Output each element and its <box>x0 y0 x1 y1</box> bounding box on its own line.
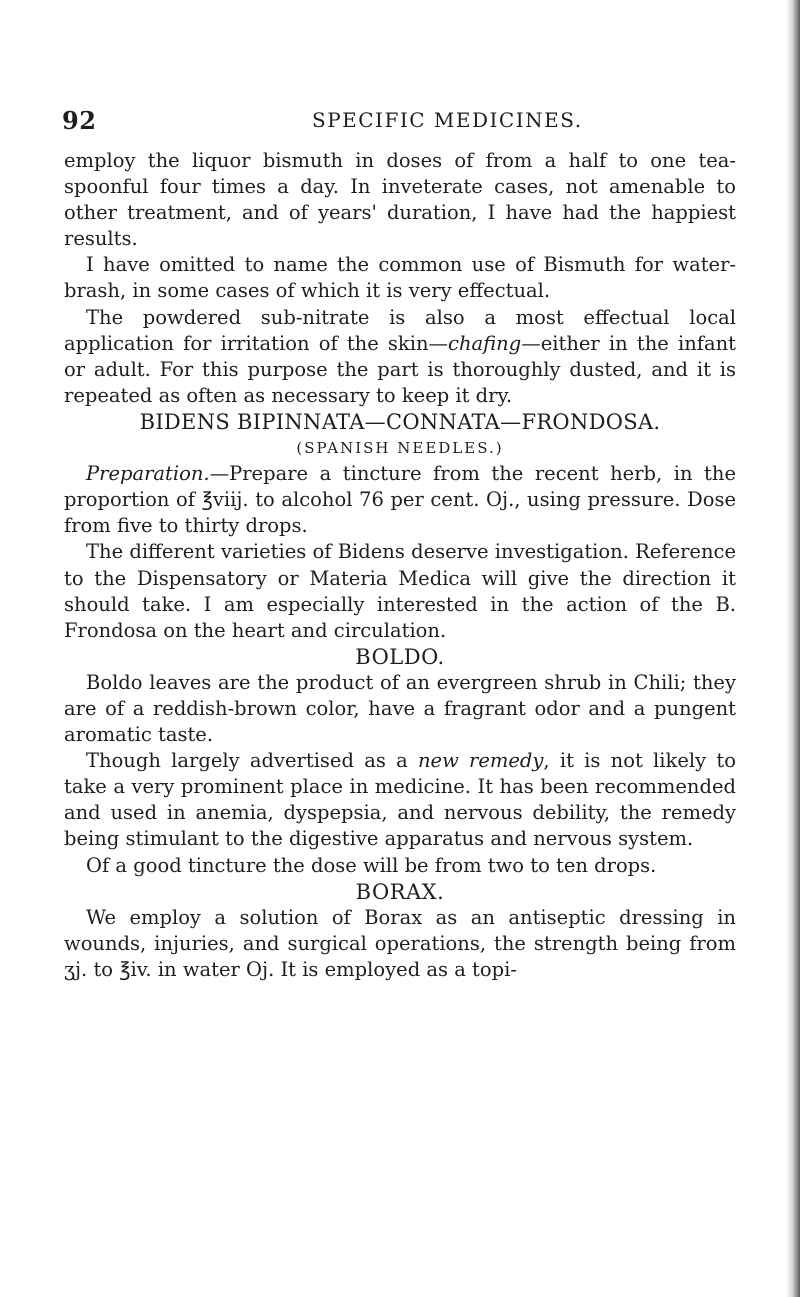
page-edge-shadow <box>786 0 800 1297</box>
text-run: The powdered sub-nitrate is also a most effectual local application for irritation of the skin— <box>64 305 736 355</box>
text-run: —Prepare a tincture from the recent herb, in the proportion of ℥viij. to alcohol 76 per cent. Oj., using pressure. Dose from five to thirty drops. <box>64 462 736 538</box>
page-body <box>64 148 736 983</box>
page-number: 92 <box>62 106 97 135</box>
bismuth-paragraph-3 <box>64 305 736 409</box>
borax-paragraph-1: We employ a solution of Borax as an antiseptic dressing in wounds, injuries, and surgical operations, the strength being from ʒj. to ℥iv. in water Oj. It is employed as a topi- <box>64 905 736 981</box>
bidens-preparation-paragraph <box>64 461 736 539</box>
page-header <box>0 106 800 136</box>
bismuth-paragraph-2: I have omitted to name the common use of Bismuth for water-brash, in some cases of which it is very effectual. <box>64 253 736 303</box>
preparation-label: Preparation. <box>86 462 210 486</box>
running-title: SPECIFIC MEDICINES. <box>312 108 583 132</box>
boldo-paragraph-2 <box>64 748 736 852</box>
boldo-paragraph-1: Boldo leaves are the product of an evergreen shrub in Chili; they are of a reddish-brown color, have a fragrant odor and a pungent aromatic taste. <box>64 670 736 747</box>
boldo-paragraph-3: Of a good tincture the dose will be from two to ten drops. <box>86 853 657 877</box>
bidens-paragraph-2: The different varieties of Bidens deserve investigation. Reference to the Dispensatory or Materia Medica will give the direction it should take. I am especially interested in the action of the B. Frondosa on the heart and circulation. <box>64 540 736 642</box>
text-run: , it is not likely to take a very prominent place in medicine. It has been recommended and used in anemia, dyspepsia, and nervous debility, the remedy being stimulant to the digestive apparatus and nervous system. <box>64 749 736 851</box>
section-heading-borax: BORAX. <box>355 879 445 904</box>
text-run: —either in the infant or adult. For this purpose the part is thoroughly dusted, and it is repeated as often as necessary to keep it dry. <box>64 331 736 407</box>
emphasis-chafing: chafing <box>448 331 522 355</box>
section-subheading-bidens: (SPANISH NEEDLES.) <box>296 439 504 458</box>
text-run: Though largely advertised as a <box>86 749 418 773</box>
bismuth-paragraph-1: employ the liquor bismuth in doses of from a half to one tea-spoonful four times a day. In inveterate cases, not amenable to other treatment, and of years' duration, I have had the happiest results. <box>64 149 736 251</box>
emphasis-new-remedy: new remedy <box>417 749 544 773</box>
section-heading-boldo: BOLDO. <box>355 644 445 669</box>
section-heading-bidens: BIDENS BIPINNATA—CONNATA—FRONDOSA. <box>139 409 661 434</box>
